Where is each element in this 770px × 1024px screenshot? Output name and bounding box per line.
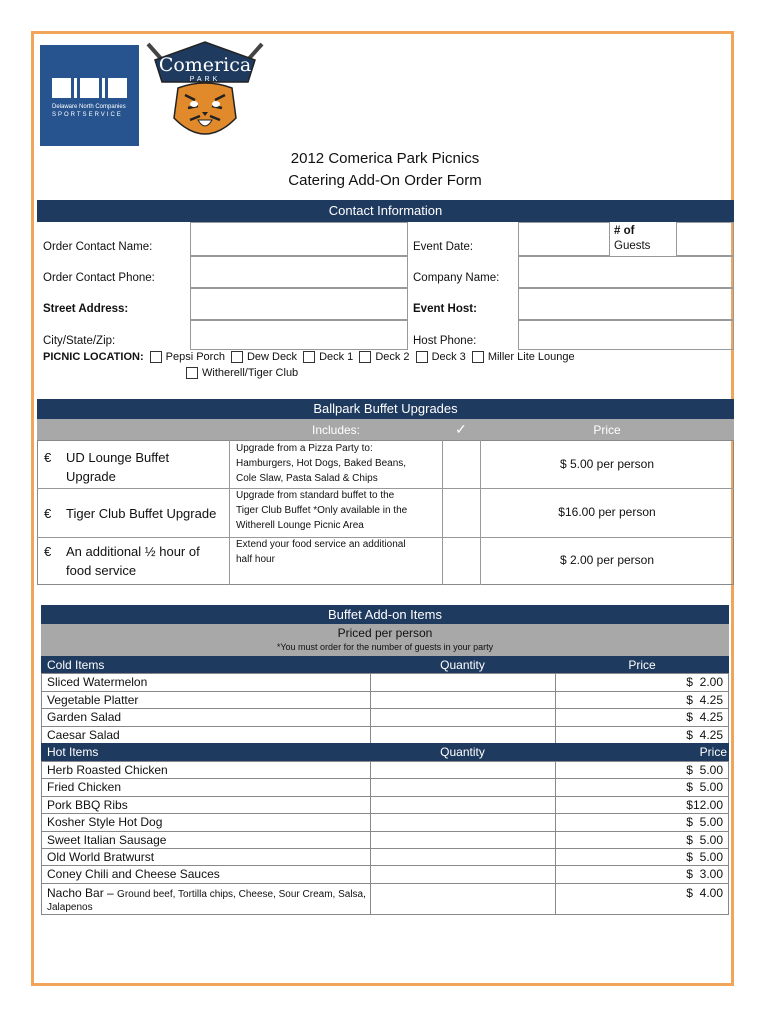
hot-item-name: Sweet Italian Sausage: [47, 832, 167, 847]
addons-note: *You must order for the number of guests in your party: [276, 642, 494, 652]
upgrade-2-name-1: Tiger Club Buffet Upgrade: [66, 506, 217, 521]
upgrade-2-includes-3: Witherell Lounge Picnic Area: [236, 520, 364, 531]
upgrade-1-price: $ 5.00 per person: [559, 457, 655, 471]
upgrade-3-check[interactable]: [443, 538, 480, 585]
order-contact-phone-label: Order Contact Phone:: [43, 272, 155, 284]
event-date-label: Event Date:: [413, 241, 474, 253]
picnic-location-row: [43, 351, 575, 363]
hot-item-price: $ 5.00: [686, 850, 723, 864]
upgrade-3-name-2: food service: [66, 563, 137, 578]
hot-item-name: Old World Bratwurst: [47, 850, 155, 864]
deck-3-label: Deck 3: [431, 351, 466, 363]
upgrade-2-price: $16.00 per person: [558, 505, 656, 519]
order-contact-name-label: Order Contact Name:: [43, 241, 153, 253]
dnc-mark-icon: [52, 78, 127, 98]
cold-item-name: Sliced Watermelon: [47, 675, 148, 689]
includes-header: Includes:: [311, 423, 361, 437]
hot-item-price: $ 5.00: [686, 780, 723, 795]
hot-quantity-header: Quantity: [440, 745, 485, 759]
hot-quantity-input[interactable]: [370, 796, 556, 814]
upgrade-3-includes-1: Extend your food service an additional: [236, 539, 406, 550]
company-name-input[interactable]: [518, 256, 734, 288]
hot-item-name: Herb Roasted Chicken: [47, 763, 168, 777]
num-guests-label-1: # of: [614, 225, 635, 237]
cold-item-name: Vegetable Platter: [47, 692, 139, 707]
city-state-zip-label: City/State/Zip:: [43, 335, 116, 347]
dnc-text-1: Delaware North Companies: [52, 104, 126, 110]
cold-price-header: Price: [628, 658, 656, 672]
hot-item-price: $ 3.00: [686, 867, 723, 882]
dnc-logo: [40, 45, 139, 146]
street-address-label: Street Address:: [43, 303, 129, 315]
upgrade-1-name-2: Upgrade: [66, 469, 116, 484]
cold-quantity-header: Quantity: [440, 658, 485, 672]
nacho-bar-name: Nacho Bar –: [47, 886, 118, 900]
dew-deck-label: Dew Deck: [246, 351, 298, 363]
event-host-label: Event Host:: [413, 303, 477, 315]
upgrade-2-check[interactable]: [443, 489, 480, 537]
event-date-input[interactable]: [518, 222, 610, 256]
num-guests-input[interactable]: [676, 222, 734, 256]
miller-lite-lounge-label: Miller Lite Lounge: [487, 351, 575, 363]
city-state-zip-input[interactable]: [190, 320, 408, 350]
hot-item-price: $ 5.00: [686, 815, 723, 830]
hot-item-name: Coney Chili and Cheese Sauces: [47, 867, 220, 882]
nacho-quantity-input[interactable]: [370, 883, 556, 915]
hot-item-price: $ 5.00: [686, 763, 723, 777]
hot-item-name: Fried Chicken: [47, 780, 122, 795]
cold-item-price: $ 4.25: [686, 692, 723, 707]
upgrade-2-bullet: €: [44, 506, 52, 521]
hot-items-label: Hot Items: [47, 745, 99, 759]
hot-item-price: $ 5.00: [686, 832, 723, 847]
miller-lite-lounge-checkbox[interactable]: [472, 351, 484, 363]
nacho-bar-label: [47, 886, 366, 900]
witherell-tiger-club-label: Witherell/Tiger Club: [202, 367, 299, 379]
host-phone-label: Host Phone:: [413, 335, 477, 347]
price-header: Price: [593, 423, 621, 437]
title-line-1: 2012 Comerica Park Picnics: [290, 150, 480, 167]
upgrade-1-includes-1: Upgrade from a Pizza Party to:: [236, 443, 373, 454]
street-address-input[interactable]: [190, 288, 408, 320]
cold-item-name: Garden Salad: [47, 710, 122, 724]
upgrade-3-name-1: An additional ½ hour of: [66, 544, 200, 559]
cold-item-name: Caesar Salad: [47, 727, 120, 742]
comerica-park-logo: [140, 40, 270, 148]
cold-quantity-input[interactable]: [370, 708, 556, 727]
event-host-input[interactable]: [518, 288, 734, 320]
dnc-text-2: SPORTSERVICE: [52, 112, 123, 118]
upgrade-1-bullet: €: [44, 450, 52, 465]
nacho-bar-desc-1: Ground beef, Tortilla chips, Cheese, Sour Cream, Salsa,: [117, 889, 366, 900]
picnic-location-label: PICNIC LOCATION:: [43, 351, 144, 363]
upgrade-1-includes-2: Hamburgers, Hot Dogs, Baked Beans,: [236, 458, 407, 469]
hot-price-header: Price: [699, 745, 727, 759]
upgrade-3-bullet: €: [44, 544, 52, 559]
hot-quantity-input[interactable]: [370, 813, 556, 831]
cold-item-price: $ 4.25: [686, 710, 723, 724]
hot-item-name: Pork BBQ Ribs: [47, 797, 128, 812]
order-contact-name-input[interactable]: [190, 222, 408, 256]
comerica-logo-text: Comerica: [158, 54, 252, 76]
company-name-label: Company Name:: [413, 272, 500, 284]
num-guests-label-2: Guests: [614, 240, 651, 252]
upgrades-header: Ballpark Buffet Upgrades: [37, 399, 734, 419]
cold-quantity-input[interactable]: [370, 673, 556, 692]
hot-item-price: $12.00: [686, 797, 723, 812]
cold-quantity-input[interactable]: [370, 691, 556, 710]
contact-header: Contact Information: [37, 200, 734, 222]
pepsi-porch-checkbox[interactable]: [150, 351, 162, 363]
nacho-bar-desc-2: Jalapenos: [47, 902, 93, 913]
title-line-2: Catering Add-On Order Form: [288, 172, 482, 189]
hot-quantity-input[interactable]: [370, 831, 556, 849]
dew-deck-checkbox[interactable]: [231, 351, 243, 363]
order-contact-phone-input[interactable]: [190, 256, 408, 288]
cold-items-label: Cold Items: [47, 658, 105, 672]
cold-item-price: $ 4.25: [686, 727, 723, 742]
upgrade-2-includes-1: Upgrade from standard buffet to the: [236, 490, 395, 501]
upgrade-3-includes-2: half hour: [236, 554, 275, 565]
deck-2-label: Deck 2: [375, 351, 410, 363]
hot-quantity-input[interactable]: [370, 778, 556, 796]
hot-quantity-input[interactable]: [370, 761, 556, 779]
addons-header: Buffet Add-on Items: [41, 605, 729, 624]
witherell-row: [182, 367, 298, 379]
hot-item-name: Kosher Style Hot Dog: [47, 815, 163, 830]
deck-2-checkbox[interactable]: [359, 351, 371, 363]
nacho-bar-price: $ 4.00: [686, 886, 723, 900]
witherell-tiger-club-checkbox[interactable]: [186, 367, 198, 379]
hot-quantity-input[interactable]: [370, 848, 556, 866]
host-phone-input[interactable]: [518, 320, 734, 350]
deck-3-checkbox[interactable]: [416, 351, 428, 363]
upgrade-1-includes-3: Cole Slaw, Pasta Salad & Chips: [236, 473, 378, 484]
upgrade-1-check[interactable]: [443, 441, 480, 488]
upgrade-2-includes-2: Tiger Club Buffet *Only available in the: [236, 505, 408, 516]
deck-1-checkbox[interactable]: [303, 351, 315, 363]
deck-1-label: Deck 1: [319, 351, 354, 363]
pepsi-porch-label: Pepsi Porch: [165, 351, 225, 363]
cold-item-price: $ 2.00: [686, 675, 723, 689]
hot-quantity-input[interactable]: [370, 865, 556, 883]
priced-per-person: Priced per person: [337, 626, 433, 640]
cold-quantity-input[interactable]: [370, 726, 556, 745]
upgrade-1-name-1: UD Lounge Buffet: [66, 450, 170, 465]
check-header: ✓: [455, 421, 467, 437]
park-logo-text: PARK: [189, 76, 221, 83]
upgrade-3-price: $ 2.00 per person: [559, 553, 655, 567]
